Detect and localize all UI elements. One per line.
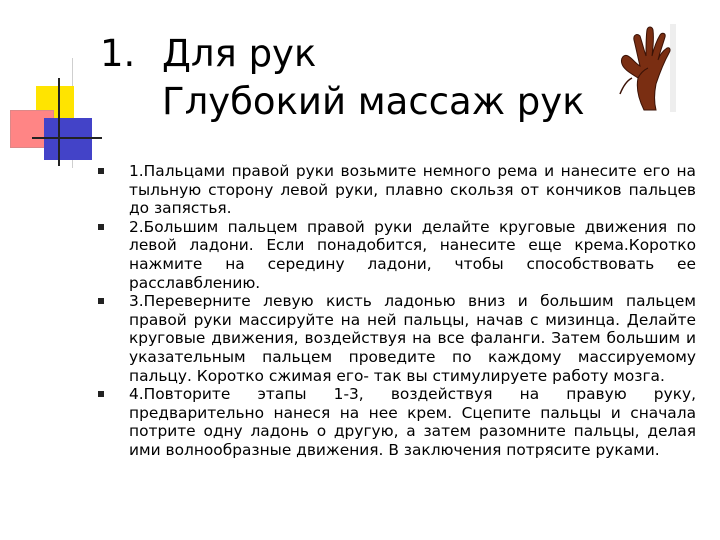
list-item-text: 4.Повторите этапы 1-3, воздействуя на правую руку, предварительно нанеся на нее крем. Сцепите пальцы и сначала потрите одну ладонь о другую, а затем разомните пальцы, делая ими волнообразные движения. В заключения потрясите руками. [129, 385, 696, 459]
list-item [96, 162, 696, 218]
decor-blue-square [44, 118, 92, 160]
title-line-1: Для рук [162, 32, 317, 75]
bullet-square-icon [98, 391, 104, 397]
bullet-square-icon [98, 298, 104, 304]
list-item-text: 1.Пальцами правой руки возьмите немного рема и нанесите его на тыльную сторону левой руки, плавно скользя от кончиков пальцев до запястья. [129, 162, 696, 218]
hand-icon [614, 24, 676, 112]
title-line-2: Глубокий массаж рук [162, 80, 585, 123]
list-item-text: 3.Переверните левую кисть ладонью вниз и большим пальцем правой руки массируйте на ней пальцы, начав с мизинца. Делайте круговые движения, воздействуя на все фаланги. Затем большим и указательным пальцем проведите по каждому массируемому пальцу. Коротко сжимая его- так вы стимулируете работу мозга. [129, 292, 696, 385]
bullet-square-icon [98, 168, 104, 174]
list-item-text: 2.Большим пальцем правой руки делайте круговые движения по левой ладони. Если понадобится, нанесите еще крема.Коротко нажмите на середину ладони, чтобы способствовать ее расславблению. [129, 217, 696, 292]
decor-vertical-line [58, 78, 60, 166]
list-item [96, 292, 696, 385]
title-number: 1. [100, 32, 136, 75]
instruction-list [96, 162, 696, 460]
decor-horizontal-line [32, 137, 102, 139]
list-item [96, 218, 696, 292]
bullet-square-icon [98, 224, 104, 230]
slide-title [100, 30, 585, 126]
list-item [96, 385, 696, 459]
